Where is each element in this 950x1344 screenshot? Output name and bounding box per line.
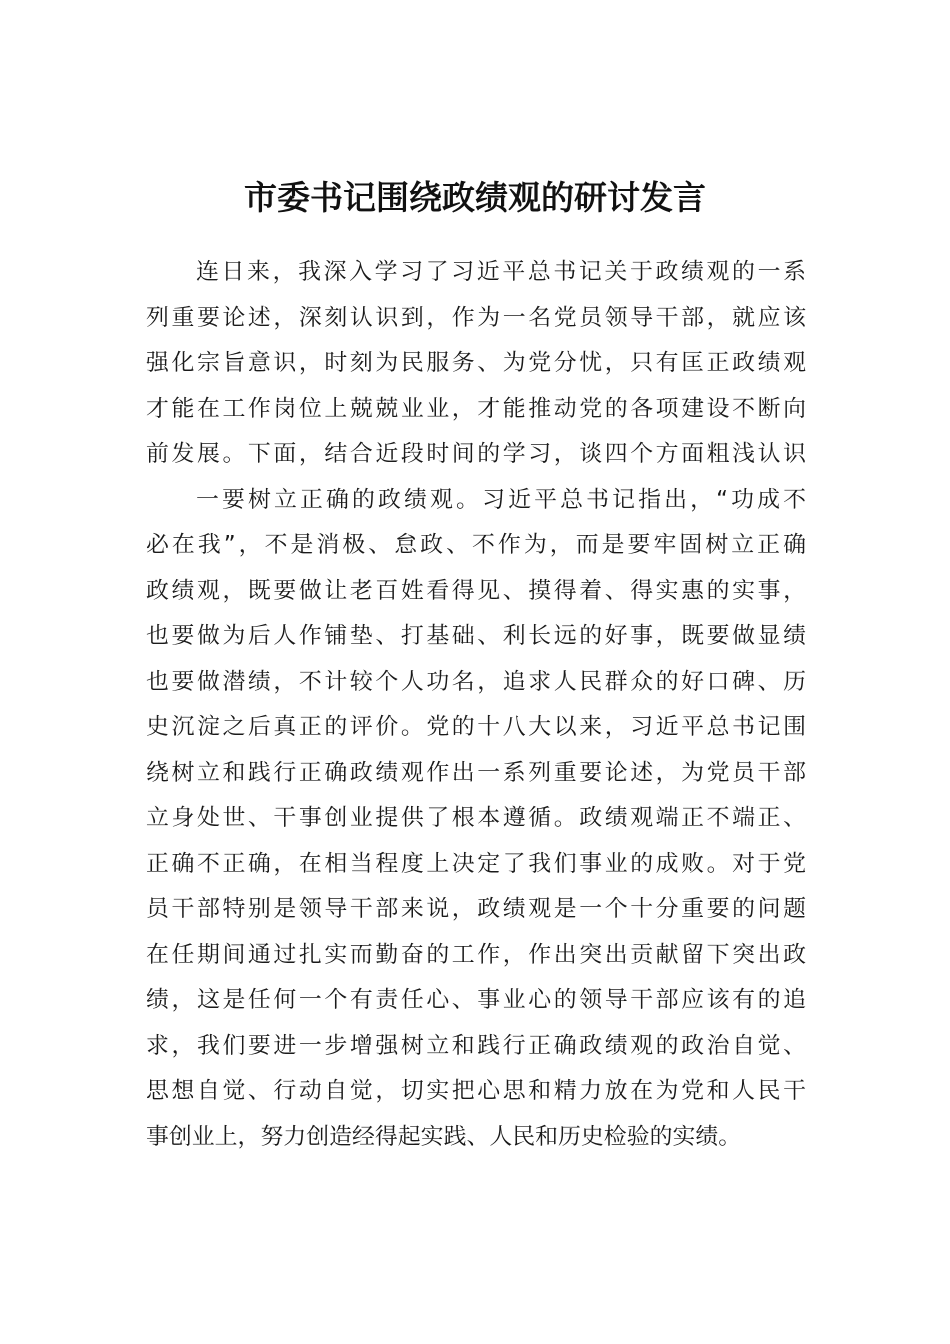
text-line: 事创业上，努力创造经得起实践、人民和历史检验的实绩。 [146,1123,742,1150]
document-title: 市委书记围绕政绩观的研讨发言 [244,178,706,217]
text-line: 强化宗旨意识，时刻为民服务、为党分忧，只有匡正政绩观 [146,350,806,376]
text-line: 思想自觉、行动自觉，切实把心思和精力放在为党和人民干 [146,1078,806,1104]
text-line: 列重要论述，深刻认识到，作为一名党员领导干部，就应该 [146,304,806,331]
document-body [146,250,806,1160]
text-line: 连日来，我深入学习了习近平总书记关于政绩观的一系 [196,259,806,285]
text-line: 在任期间通过扎实而勤奋的工作，作出突出贡献留下突出政 [146,941,806,968]
text-line: 史沉淀之后真正的评价。党的十八大以来，习近平总书记围 [146,714,806,740]
text-line: 正确不正确，在相当程度上决定了我们事业的成败。对于党 [146,850,806,877]
text-line: 才能在工作岗位上兢兢业业，才能推动党的各项建设不断向 [146,395,806,422]
text-line: 绩，这是任何一个有责任心、事业心的领导干部应该有的追 [146,987,806,1013]
text-line: 一要树立正确的政绩观。习近平总书记指出，“功成不 [196,486,806,513]
text-line: 求，我们要进一步增强树立和践行正确政绩观的政治自觉、 [146,1032,806,1059]
text-line: 必在我”，不是消极、怠政、不作为，而是要牢固树立正确 [146,532,806,558]
text-line: 绕树立和践行正确政绩观作出一系列重要论述，为党员干部 [146,759,806,786]
text-line: 也要做潜绩，不计较个人功名，追求人民群众的好口碑、历 [146,668,806,695]
paragraph-intro [146,250,806,478]
text-line: 前发展。下面，结合近段时间的学习，谈四个方面粗浅认识 [146,441,806,467]
text-line: 立身处世、干事创业提供了根本遵循。政绩观端正不端正、 [146,805,806,831]
text-line: 也要做为后人作铺垫、打基础、利长远的好事，既要做显绩 [146,623,806,649]
text-line: 政绩观，既要做让老百姓看得见、摸得着、得实惠的实事， [146,577,806,604]
text-line: 员干部特别是领导干部来说，政绩观是一个十分重要的问题 [146,896,806,922]
paragraph-section-one [146,478,806,1161]
